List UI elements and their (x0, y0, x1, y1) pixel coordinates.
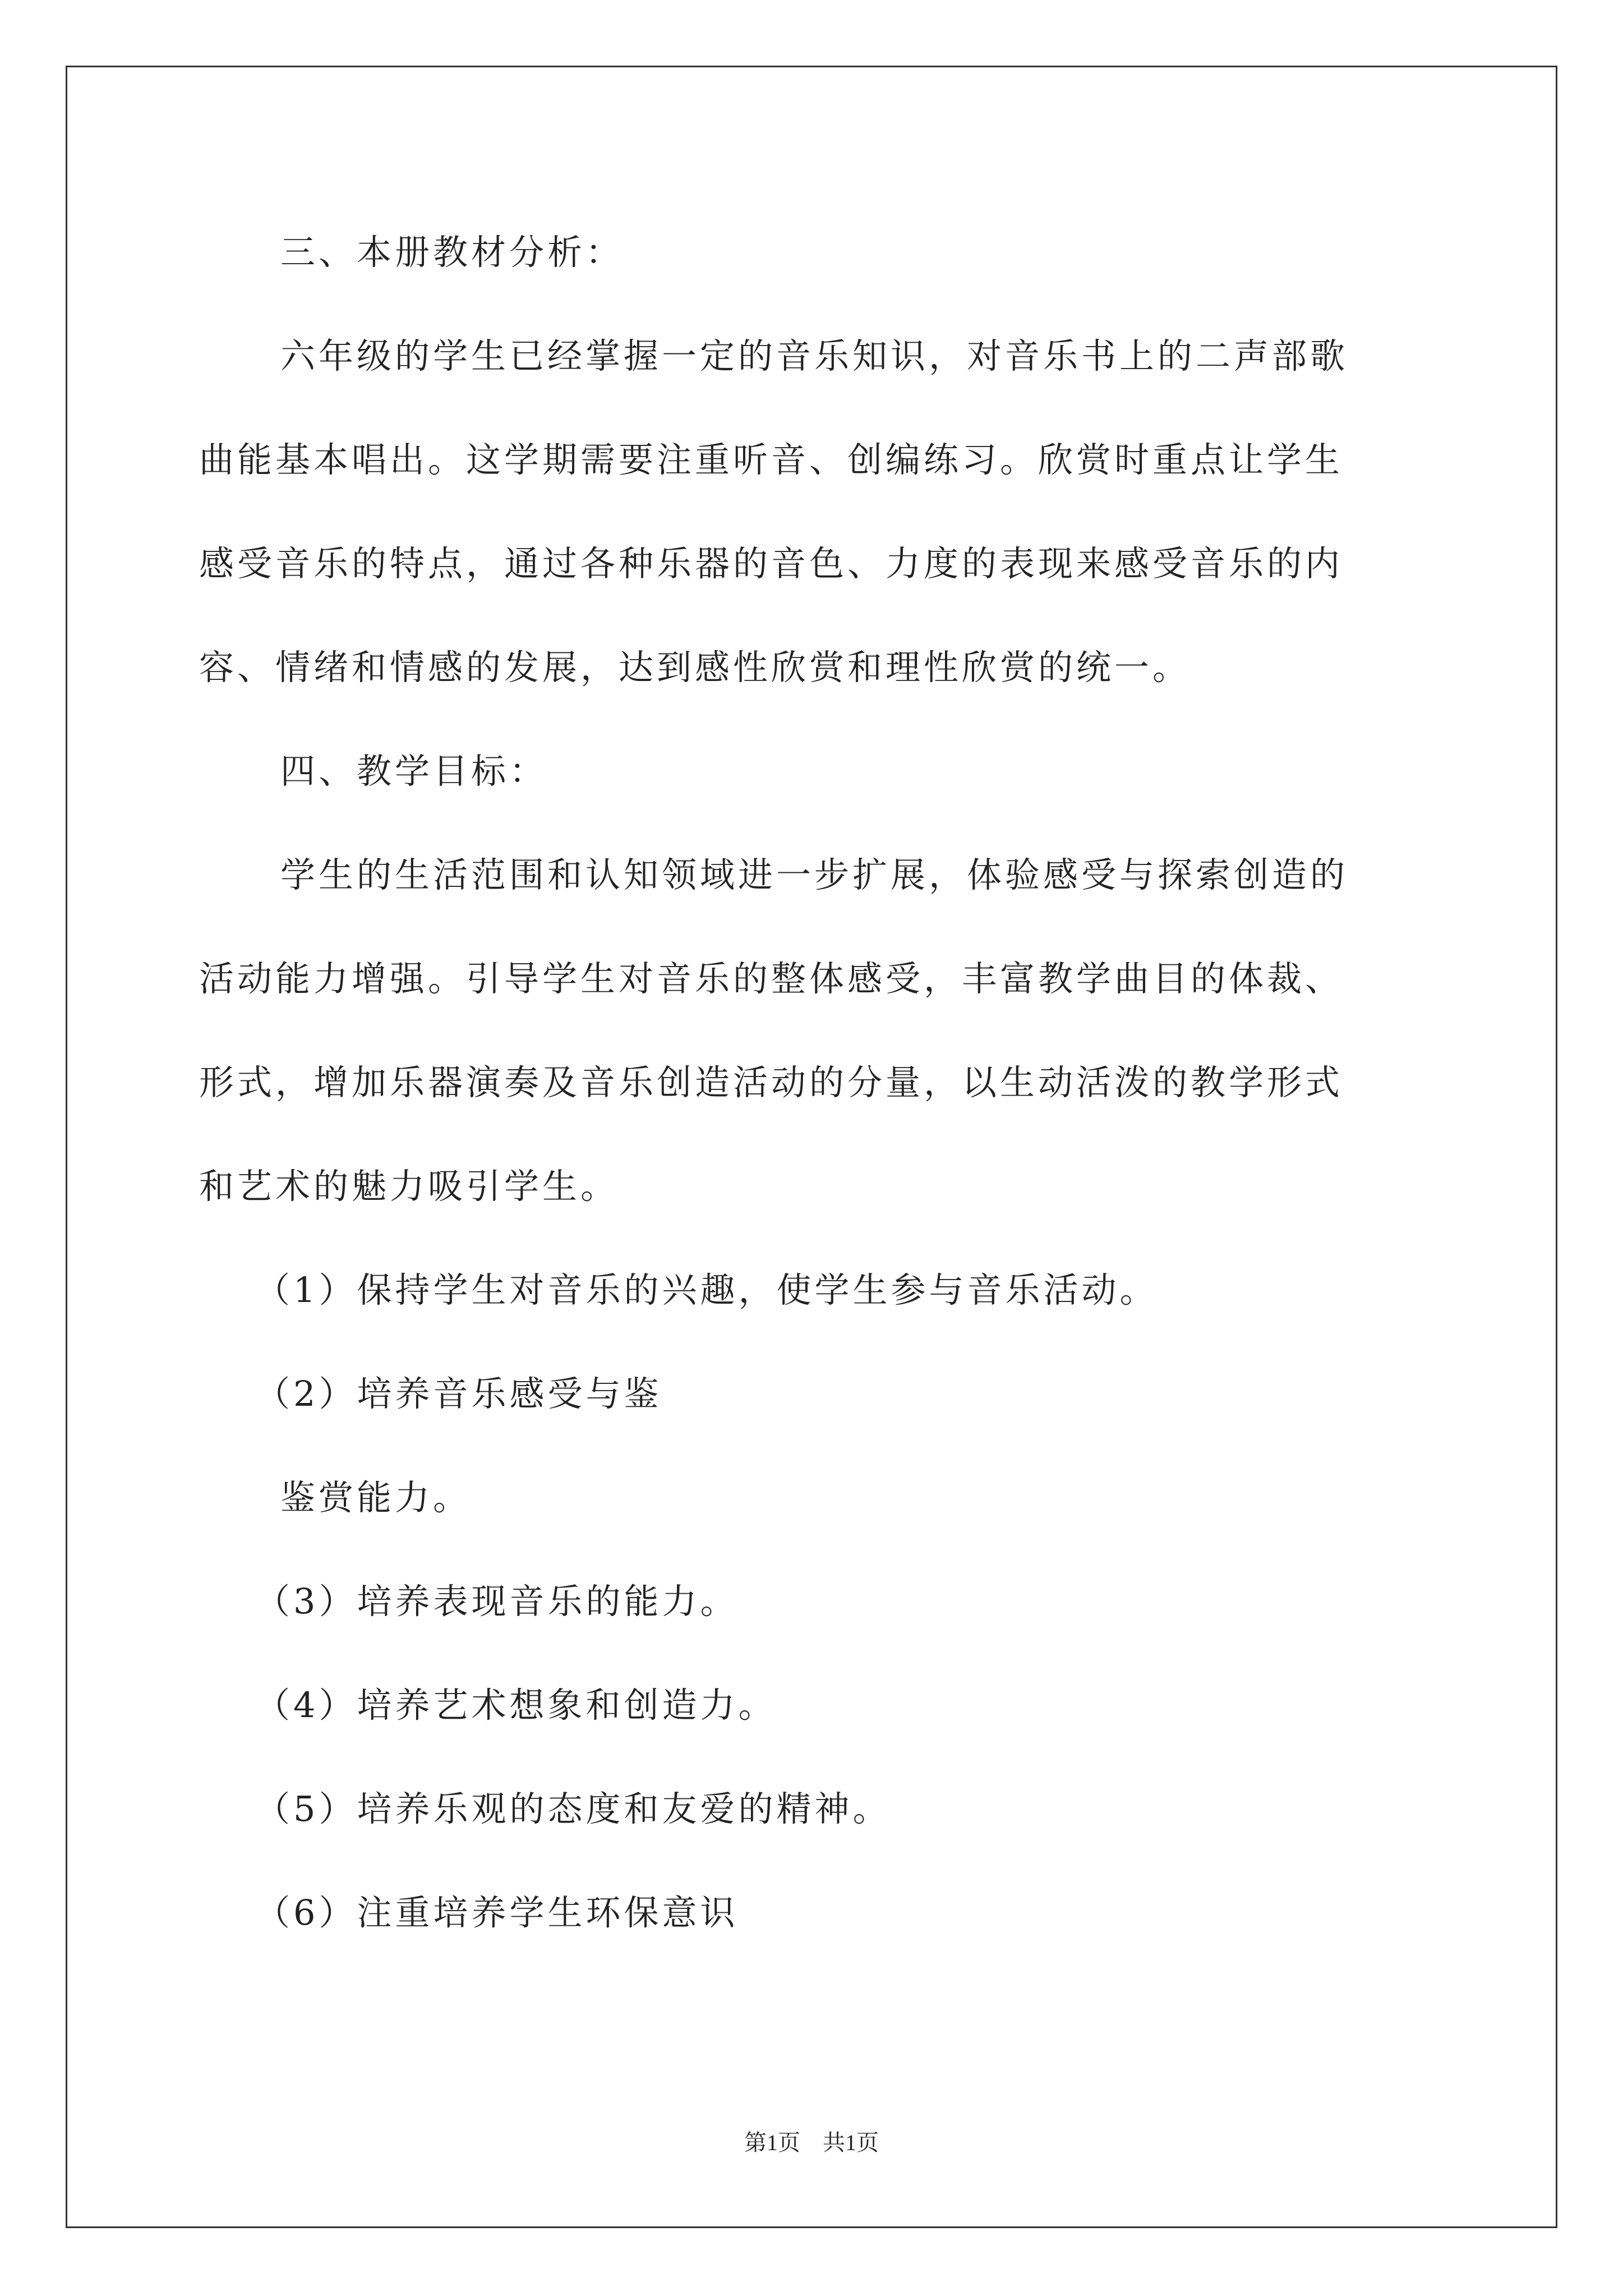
section-heading-4: 四、教学目标： (280, 751, 548, 792)
paragraph-line: 和艺术的魅力吸引学生。 (199, 1166, 619, 1207)
paragraph-line: 活动能力增强。引导学生对音乐的整体感受，丰富教学曲目的体裁、 (199, 958, 1344, 999)
paragraph-line: 容、情绪和情感的发展，达到感性欣赏和理性欣赏的统一。 (199, 647, 1191, 688)
paragraph-line: 曲能基本唱出。这学期需要注重听音、创编练习。欣赏时重点让学生 (199, 439, 1344, 480)
list-item: （5）培养乐观的态度和友爱的精神。 (255, 1788, 891, 1829)
list-item: （6）注重培养学生环保意识 (255, 1892, 739, 1933)
list-item-continuation: 鉴赏能力。 (280, 1477, 472, 1518)
paragraph-line: 六年级的学生已经掌握一定的音乐知识，对音乐书上的二声部歌 (280, 335, 1349, 376)
paragraph-line: 形式，增加乐器演奏及音乐创造活动的分量，以生动活泼的教学形式 (199, 1062, 1344, 1103)
list-item: （1）保持学生对音乐的兴趣，使学生参与音乐活动。 (255, 1269, 1158, 1310)
list-item: （4）培养艺术想象和创造力。 (255, 1685, 777, 1726)
paragraph-line: 感受音乐的特点，通过各种乐器的音色、力度的表现来感受音乐的内 (199, 543, 1344, 584)
paragraph-line: 学生的生活范围和认知领域进一步扩展，体验感受与探索创造的 (280, 854, 1349, 895)
list-item: （2）培养音乐感受与鉴 (255, 1373, 662, 1414)
section-heading-3: 三、本册教材分析： (280, 232, 624, 273)
list-item: （3）培养表现音乐的能力。 (255, 1581, 739, 1622)
page-footer: 第1页 共1页 (744, 2130, 879, 2155)
